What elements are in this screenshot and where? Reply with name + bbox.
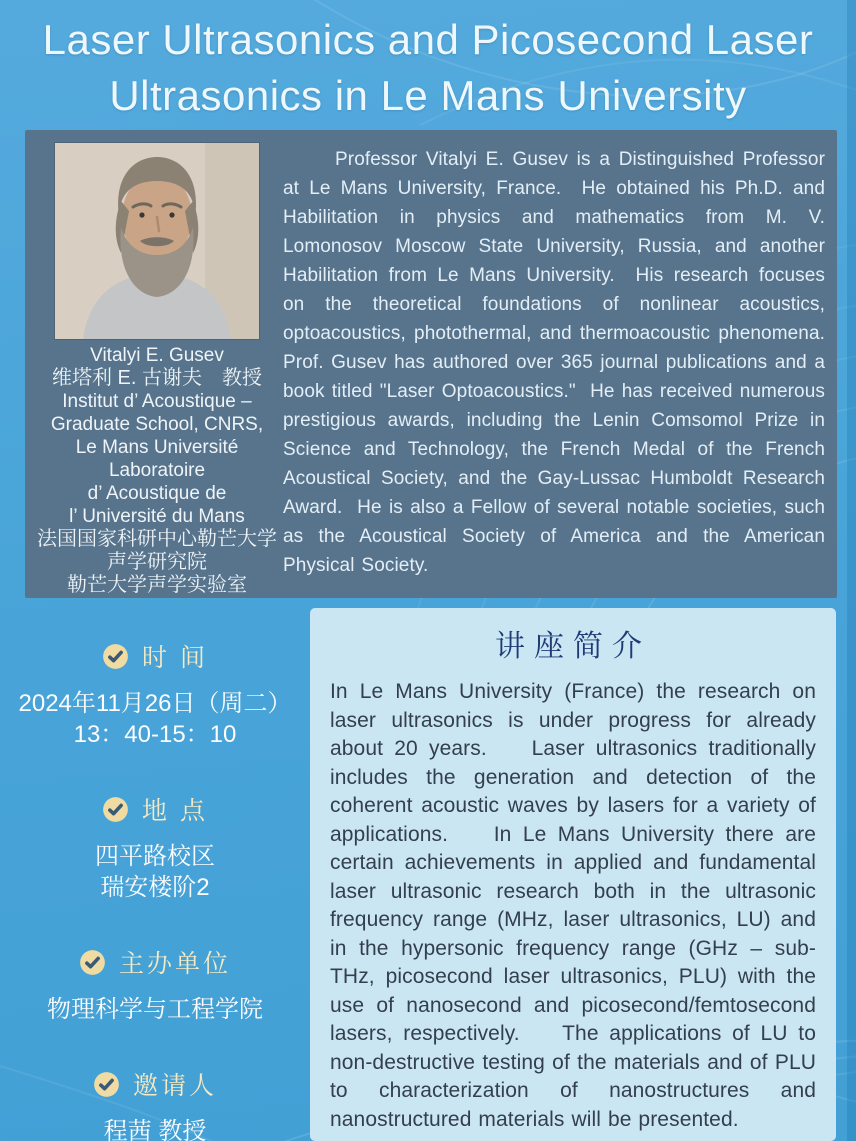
detail-block-inviter	[93, 1066, 217, 1141]
detail-value-inviter: 程茜 教授	[103, 1118, 207, 1141]
poster-title-line2: Ultrasonics in Le Mans University	[109, 72, 747, 119]
speaker-caption-line: Laboratoire	[108, 460, 206, 481]
detail-label-time: 时 间	[142, 644, 208, 672]
detail-label-location: 地 点	[142, 797, 208, 825]
right-edge-stripe	[847, 0, 856, 1141]
detail-label-row	[93, 1066, 217, 1102]
speaker-caption-line: Institut d’ Acoustique –	[62, 391, 252, 412]
detail-label-row	[79, 944, 231, 980]
detail-label-inviter: 邀请人	[132, 1072, 217, 1100]
detail-value-time: 13：40-15：10	[73, 721, 237, 748]
speaker-portrait-illustration	[55, 143, 259, 339]
detail-value-time: 2024年11月26日（周二）	[18, 690, 292, 717]
detail-label-row	[102, 638, 208, 674]
check-circle-icon	[102, 643, 129, 670]
speaker-caption-line: 法国国家科研中心勒芒大学	[37, 528, 277, 550]
detail-value-location: 瑞安楼阶2	[100, 874, 210, 901]
detail-label-row	[102, 791, 208, 827]
speaker-caption-line: 声学研究院	[107, 551, 207, 573]
detail-block-location	[95, 791, 215, 903]
speaker-caption-line: d’ Acoustique de	[87, 483, 227, 504]
speaker-caption-line: Le Mans Université	[75, 437, 239, 458]
detail-value-location: 四平路校区	[95, 843, 215, 870]
detail-label-organizer: 主办单位	[118, 950, 231, 978]
event-details-sidebar	[0, 598, 310, 1141]
speaker-photo	[55, 143, 259, 339]
speaker-identity-column	[37, 143, 277, 596]
check-circle-icon	[79, 949, 106, 976]
speaker-caption-line: Graduate School, CNRS,	[50, 414, 264, 435]
lecture-abstract-panel	[310, 608, 836, 1141]
abstract-body: In Le Mans University (France) the research on laser ultrasonics is under progress for already about 20 years. Laser ultrasonics traditionally includes the generation and detection of the coherent acoustic waves by lasers for a variety of applications. In Le Mans University there are certain achievements in applied and fundamental laser ultrasonic research both in the ultrasonic frequency range (MHz, laser ultrasonics, LU) and in the hypersonic frequency range (GHz – sub-THz, picosecond laser ultrasonics, PLU) with the use of nanosecond and picosecond/femtosecond lasers, respectively. The applications of LU to non-destructive testing of the materials and of PLU to characterization of nanostructures and nanostructured materials will be presented.	[330, 680, 816, 1131]
speaker-bio-text: Professor Vitalyi E. Gusev is a Distinguished Professor at Le Mans University, France. He obtained his Ph.D. and Habilitation in physics and mathematics from M. V. Lomonosov Moscow State University, Russia, and another Habilitation from Le Mans University. His research focuses on the theoretical foundations of nonlinear acoustics, optoacoustics, photothermal, and thermoacoustic phenomena. Prof. Gusev has authored over 365 journal publications and a book titled "Laser Optoacoustics." He has received numerous prestigious awards, including the Lenin Comsomol Prize in Science and Technology, the French Medal of the French Acoustical Society, and the Gay-Lussac Humboldt Research Award. He is also a Fellow of several notable societies, such as the Acoustical Society of America and the American Physical Society.	[283, 149, 825, 576]
detail-block-organizer	[47, 944, 263, 1025]
poster-title	[0, 0, 856, 130]
abstract-title: 讲座简介	[495, 630, 651, 663]
check-circle-icon	[102, 796, 129, 823]
speaker-caption-line: 维塔利 E. 古谢夫 教授	[51, 367, 262, 389]
speaker-caption-line: 勒芒大学声学实验室	[67, 574, 247, 596]
detail-value-organizer: 物理科学与工程学院	[47, 996, 263, 1023]
speaker-caption	[37, 344, 277, 597]
poster-title-line1: Laser Ultrasonics and Picosecond Laser	[42, 16, 814, 63]
speaker-caption-line: l’ Université du Mans	[69, 506, 245, 527]
detail-block-time	[19, 638, 292, 750]
speaker-bio-panel	[25, 130, 837, 598]
speaker-caption-line: Vitalyi E. Gusev	[90, 345, 224, 366]
check-circle-icon	[93, 1071, 120, 1098]
